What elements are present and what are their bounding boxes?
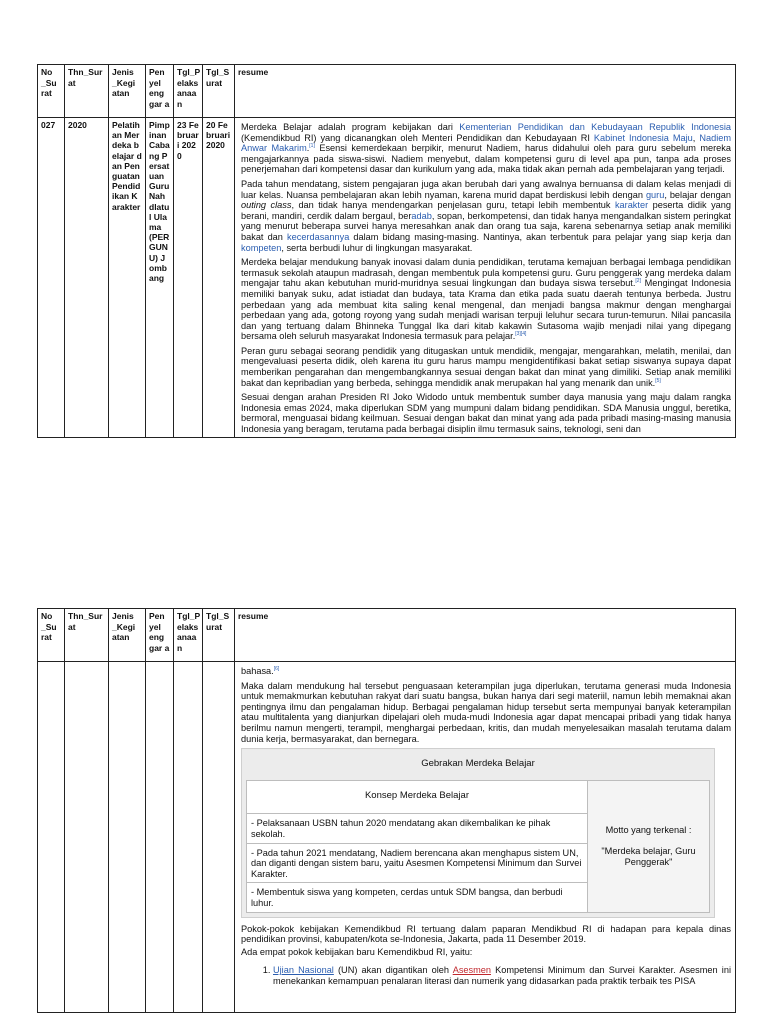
cell-tgl-surat: 20 Februari 2020 xyxy=(203,118,235,438)
header-tgl-pelaksanaan: Tgl_P elaks anaa n xyxy=(174,609,203,662)
header-thn-surat: Thn_Sur at xyxy=(65,609,109,662)
header-jenis-kegiatan: Jenis _Kegi atan xyxy=(109,65,146,118)
link-asesmen[interactable]: Asesmen xyxy=(452,965,491,976)
cell-empty xyxy=(109,662,146,1013)
header-no-surat: No _Su rat xyxy=(38,609,65,662)
motto-text: "Merdeka belajar, Guru Penggerak" xyxy=(601,845,696,867)
cell-empty xyxy=(38,662,65,1013)
link-kemendikbud[interactable]: Kementerian Pendidikan dan Kebudayaan Republik Indonesia xyxy=(459,122,731,132)
link-ujian-nasional[interactable]: Ujian Nasional xyxy=(273,965,334,976)
table-header-row xyxy=(38,609,736,662)
gebrakan-title: Gebrakan Merdeka Belajar xyxy=(421,758,535,770)
header-jenis-kegiatan: Jenis _Kegi atan xyxy=(109,609,146,662)
header-no-surat: No _Su rat xyxy=(38,65,65,118)
document-page-2 xyxy=(37,608,736,1013)
link-adab[interactable]: adab xyxy=(411,210,432,221)
resume-paragraph-5: Sesuai dengan arahan Presiden RI Joko Widodo untuk membentuk sumber daya manusia yang maju dalam rangka Indonesia emas 2024, maka diperlukan SDM yang mumpuni dalam bidang pendidikan. SDA Manusia unggul, beretika, bermoral, menguasai bidang keilmuan. Sesuai dengan bakat dan minat yang ada pada pribadi masing-masing manusia Indonesia yang beragam, terutama pada berbagai disiplin ilmu termasuk sains, teknologi, seni dan xyxy=(241,392,731,435)
cell-tgl-pelaksanaan: 23 Februari 2020 xyxy=(174,118,203,438)
cell-no: 027 xyxy=(38,118,65,438)
footnote-ref[interactable]: [2] xyxy=(635,278,641,285)
cell-thn: 2020 xyxy=(65,118,109,438)
gebrakan-box xyxy=(241,748,715,917)
header-tgl-surat: Tgl_S urat xyxy=(203,65,235,118)
konsep-title: Konsep Merdeka Belajar xyxy=(247,781,587,815)
table-header-row xyxy=(38,65,736,118)
header-resume: resume xyxy=(235,609,736,662)
link-kecerdasan[interactable]: kecerdasannya xyxy=(287,231,350,242)
resume-paragraph-1: Maka dalam mendukung hal tersebut penguasaan keterampilan juga diperlukan, terutama generasi muda Indonesia untuk memakmurkan kebutuhan rakyat dari suatu bangsa, bukan hanya dari segi materiil, namun lebih memaknai akan pentingnya ilmu dan pengalaman hidup. Berbagai pengalaman hidup tersebut serta mempunyai banyak keterampilan atau multitalenta yang dianjurkan dipelajari oleh muda-mudi Indonesia agar dapat mencapai pribadi yang tidak hanya berilmu namun mengerti, terampil, menghargai perbedaan, kritis, dan mudah menyelesaikan masalah terutama dalam dunia kerja, bermasyarakat, dan bernegara. xyxy=(241,680,731,744)
link-kabinet-indonesia-maju[interactable]: Kabinet Indonesia Maju xyxy=(593,132,693,143)
cell-empty xyxy=(203,662,235,1013)
link-kompeten[interactable]: kompeten xyxy=(241,242,282,253)
resume-paragraph-1: Merdeka Belajar adalah program kebijakan dari Kementerian Pendidikan dan Kebudayaan Republik Indonesia (Kemendikbud RI) yang dicanangkan oleh Menteri Pendidikan dan Kebudayaan RI Kabinet Indonesia Maju, Nadiem Anwar Makarim.[1] Esensi kemerdekaan berpikir, menurut Nadiem, harus didahului oleh para guru sebelum mereka mengajarkannya pada siswa-siswi. Nadiem menyebut, dalam kompetensi guru di level apa pun, tanpa ada proses penerjemahan dari kompetensi dasar dan kurikulum yang ada, maka tidak akan pernah ada pembelajaran yang terjadi. xyxy=(241,122,732,175)
link-karakter[interactable]: karakter xyxy=(614,200,649,211)
resume-paragraph-2: Pokok-pokok kebijakan Kemendikbud RI tertuang dalam paparan Mendikbud RI di hadapan para kepala dinas pendidikan provinsi, kabupaten/kota se-Indonesia, Jakarta, pada 11 Desember 2019. xyxy=(241,923,731,945)
cell-empty xyxy=(174,662,203,1013)
document-table-2 xyxy=(37,608,736,1013)
cell-resume xyxy=(235,118,736,438)
cell-empty xyxy=(65,662,109,1013)
konsep-column xyxy=(247,781,588,912)
motto-label: Motto yang terkenal : xyxy=(605,824,692,835)
footnote-ref[interactable]: [3][4] xyxy=(515,331,527,338)
resume-paragraph-3: Ada empat pokok kebijakan baru Kemendikbud RI, yaitu: xyxy=(241,946,473,957)
motto-column xyxy=(588,781,709,912)
resume-paragraph-2: Pada tahun mendatang, sistem pengajaran juga akan berubah dari yang awalnya bernuansa di dalam kelas menjadi di luar kelas. Nuansa pembelajaran akan lebih nyaman, karena murid dapat berdiskusi lebih dengan guru, belajar dengan outing class, dan tidak hanya mendengarkan penjelasan guru, tetapi lebih membentuk karakter peserta didik yang berani, mandiri, cerdik dalam bergaul, beradab, sopan, berkompetensi, dan tidak hanya mengandalkan sistem peringkat yang menurut beberapa survei hanya meresahkan anak dan orang tua saja, karena sebenarnya setiap anak memiliki bakat dan kecerdasannya dalam bidang masing-masing. Nantinya, akan terbentuk para pelajar yang siap kerja dan kompeten, serta berbudi luhur di lingkungan masyarakat. xyxy=(241,178,731,253)
list-item: 1. Ujian Nasional (UN) akan digantikan oleh Asesmen Kompetensi Minimum dan Survei Karakter. Asesmen ini menekankan kemampuan penalaran literasi dan numerik yang didasarkan pada praktik terbaik tes PISA xyxy=(273,965,731,986)
resume-paragraph-3: Merdeka belajar mendukung banyak inovasi dalam dunia pendidikan, terutama kemajuan berbagai lembaga pendidikan termasuk sekolah ataupun madrasah, dengan membentuk pula kompetensi guru. Guru penggerak yang merdeka dalam mengajar tahu akan kebutuhan murid-muridnya sesuai lingkungan dan budaya siswa tersebut.[2] Mengingat Indonesia memiliki banyak suku, adat istiadat dan budaya, tata Krama dan etika pada suatu daerah tentunya berbeda. Justru perbedaan yang ada membuat kita saling kenal mengenal, dan menjadi bangsa makmur dengan menghargai perbedaan yang ada, gotong royong yang sudah menjadi warisan terpuji leluhur secara turun-temurun. Nilai pancasila dan yang tertuang dalam Bhinneka Tunggal Ika dari kitab kakawin Sutasoma wajib menjadi nilai yang dipegang bersama oleh seluruh masyarakat Indonesia termasuk para pelajar.[3][4] xyxy=(241,257,732,342)
konsep-item-3: - Membentuk siswa yang kompeten, cerdas untuk SDM bangsa, dan berbudi luhur. xyxy=(251,887,563,908)
header-penyelenggara: Pen yel eng gar a xyxy=(146,65,174,118)
link-guru[interactable]: guru xyxy=(645,189,665,200)
table-row xyxy=(38,662,736,1013)
cell-penyelenggara: Pimpinan Cabang Persatuan Guru Nahdlatul Ulama (PERGUNU) Jombang xyxy=(146,118,174,438)
document-page-1 xyxy=(37,64,736,438)
cell-empty xyxy=(146,662,174,1013)
pokok-kebijakan-list xyxy=(241,965,731,986)
konsep-item-1: - Pelaksanaan USBN tahun 2020 mendatang akan dikembalikan ke pihak sekolah. xyxy=(247,814,587,843)
table-row xyxy=(38,118,736,438)
link-nadiem-makarim[interactable]: Nadiem Anwar Makarim xyxy=(241,132,732,154)
document-table-1 xyxy=(37,64,736,438)
footnote-ref[interactable]: [1] xyxy=(309,143,315,150)
header-tgl-pelaksanaan: Tgl_P elaks anaa n xyxy=(174,65,203,118)
footnote-ref[interactable]: [6] xyxy=(273,665,280,672)
cell-resume xyxy=(235,662,736,1013)
footnote-ref[interactable]: [5] xyxy=(655,377,661,384)
konsep-item-2: - Pada tahun 2021 mendatang, Nadiem berencana akan menghapus sistem UN, dan diganti dengan sistem baru, yaitu Asesmen Kompetensi Minimum dan Survei Karakter. xyxy=(247,844,587,884)
resume-paragraph-0: bahasa.[6] xyxy=(241,665,280,676)
gebrakan-table xyxy=(246,780,710,913)
header-thn-surat: Thn_Sur at xyxy=(65,65,109,118)
cell-jenis: Pelatihan Merdeka belajar dan Penguatan Pendidikan Karakter xyxy=(109,118,146,438)
resume-paragraph-4: Peran guru sebagai seorang pendidik yang ditugaskan untuk mendidik, mengajar, mengarahkan, melatih, menilai, dan mengevaluasi peserta didik, oleh karena itu guru harus mampu mengidentifikasi bakat setiap siswanya supaya dapat memberikan pengarahan dan mengembangkannya sesuai dengan bakat dan minat yang dimiliki. Setiap anak memiliki bakat dan kepribadian yang berbeda, sehingga mendidik anak merupakan hal yang menarik dan unik.[5] xyxy=(241,345,731,388)
header-resume: resume xyxy=(235,65,736,118)
header-penyelenggara: Pen yel eng gar a xyxy=(146,609,174,662)
header-tgl-surat: Tgl_S urat xyxy=(203,609,235,662)
